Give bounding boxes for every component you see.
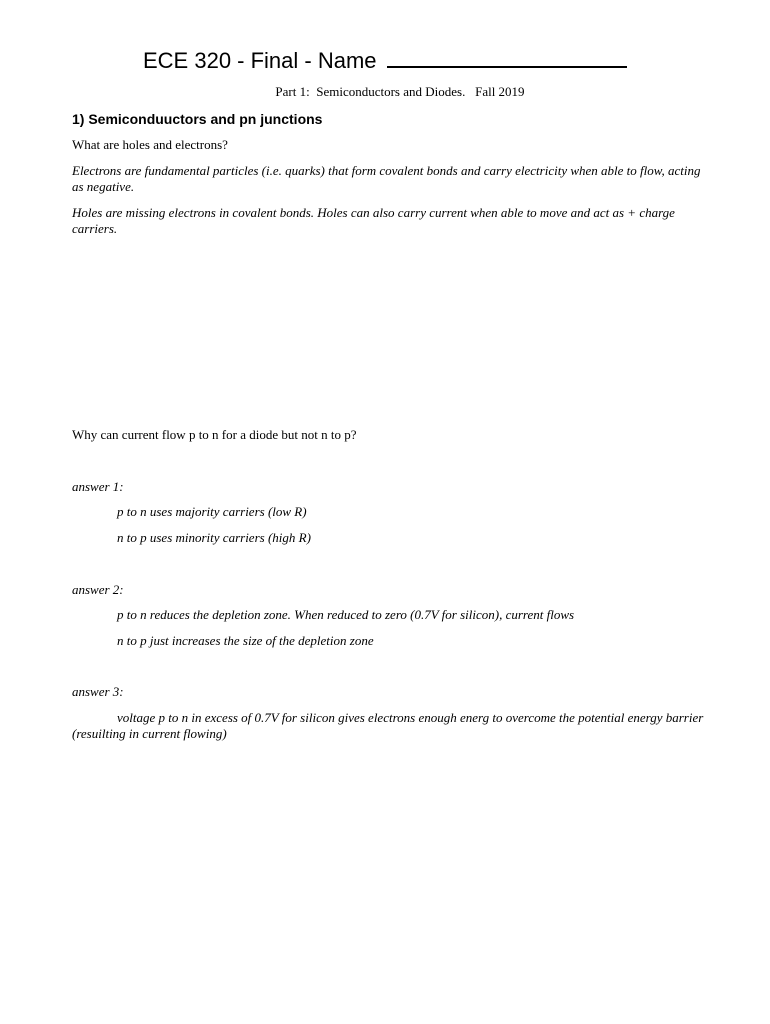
title-text: ECE 320 - Final - Name (143, 48, 377, 73)
answer-2-line-2: n to p just increases the size of the depletion zone (117, 633, 374, 648)
answer-3-text: voltage p to n in excess of 0.7V for silicon gives electrons enough energ to overcome the potential energy barrier (resuilting in current flowing) (72, 710, 704, 741)
answer-1-line-1: p to n uses majority carriers (low R) (117, 504, 307, 519)
answer-1-line-2: n to p uses minority carriers (high R) (117, 530, 311, 545)
section-heading: 1) Semiconduuctors and pn junctions (72, 111, 323, 127)
answer-2-line-1: p to n reduces the depletion zone. When reduced to zero (0.7V for silicon), current flows (117, 607, 575, 622)
question-holes-electrons: What are holes and electrons? (72, 137, 228, 152)
answer-1-label: answer 1: (72, 479, 124, 494)
answer-3-label: answer 3: (72, 684, 124, 699)
page-subtitle: Part 1: Semiconductors and Diodes. Fall 2019 (275, 84, 525, 99)
answer-electrons: Electrons are fundamental particles (i.e. quarks) that form covalent bonds and carry electricity when able to flow, acting as negative. (72, 163, 701, 194)
name-blank-line (387, 50, 627, 68)
question-current-flow: Why can current flow p to n for a diode but not n to p? (72, 427, 357, 442)
answer-2-label: answer 2: (72, 582, 124, 597)
page-title (143, 46, 627, 76)
answer-holes: Holes are missing electrons in covalent bonds. Holes can also carry current when able to move and act as + charge carriers. (72, 205, 675, 236)
